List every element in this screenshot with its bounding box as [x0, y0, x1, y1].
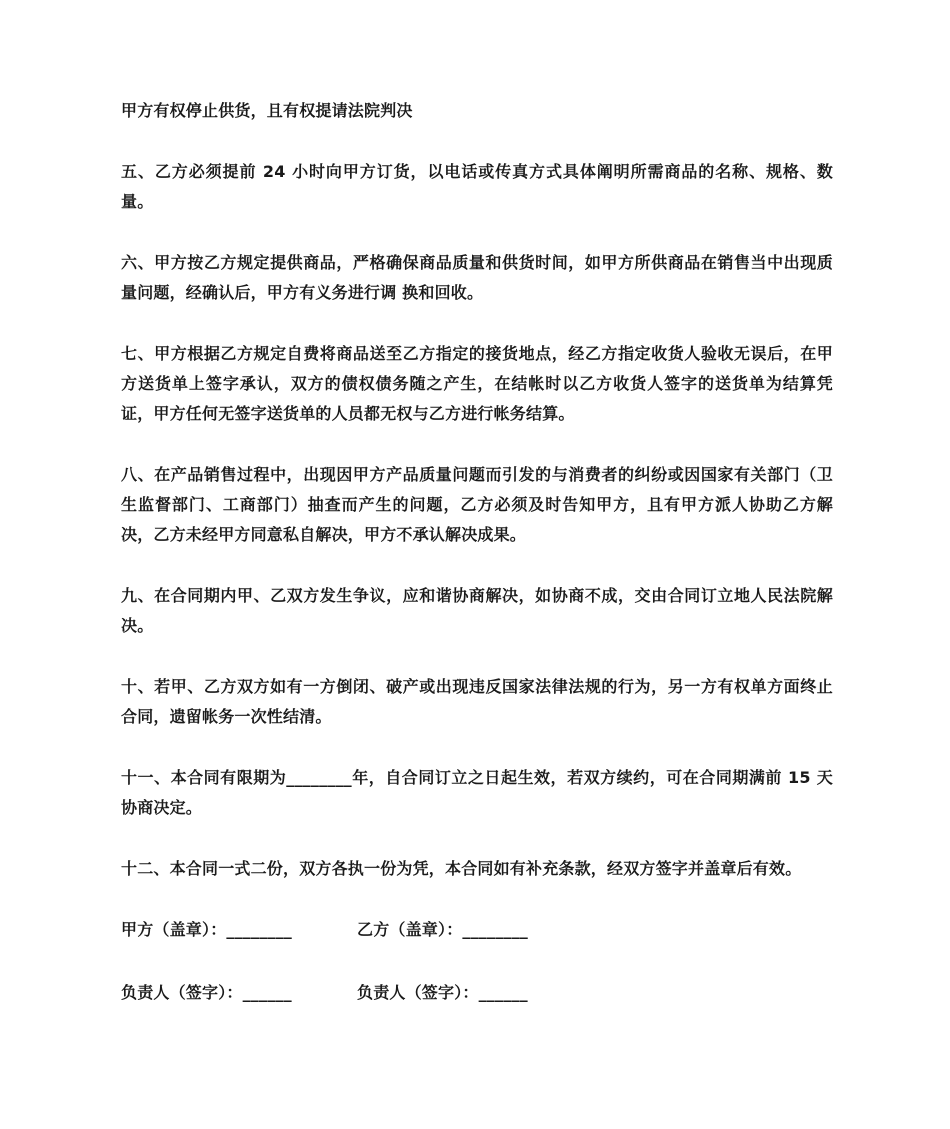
- party-a-seal: 甲方（盖章）：________: [121, 920, 293, 939]
- clause-11: 十一、本合同有限期为________年，自合同订立之日起生效，若双方续约，可在合同期满前 15 天协商决定。: [121, 768, 833, 817]
- party-b-signatory: 负责人（签字）：______: [357, 983, 528, 1002]
- clause-continuation: 甲方有权停止供货，且有权提请法院判决: [121, 101, 413, 120]
- clause-5: 五、乙方必须提前 24 小时向甲方订货，以电话或传真方式具体阐明所需商品的名称、规格、数量。: [121, 162, 833, 211]
- clause-10: 十、若甲、乙方双方如有一方倒闭、破产或出现违反国家法律法规的行为，另一方有权单方面终止合同，遗留帐务一次性结清。: [121, 677, 833, 726]
- clause-7: 七、甲方根据乙方规定自费将商品送至乙方指定的接货地点，经乙方指定收货人验收无误后，在甲方送货单上签字承认，双方的债权债务随之产生，在结帐时以乙方收货人签字的送货单为结算凭证，甲方任何无签字送货单的人员都无权与乙方进行帐务结算。: [121, 344, 833, 423]
- signature-row: [121, 978, 833, 1008]
- clause-6: 六、甲方按乙方规定提供商品，严格确保商品质量和供货时间，如甲方所供商品在销售当中出现质量问题，经确认后，甲方有义务进行调 换和回收。: [121, 253, 833, 302]
- clause-12: 十二、本合同一式二份，双方各执一份为凭，本合同如有补充条款，经双方签字并盖章后有效。: [121, 859, 802, 878]
- clause-9: 九、在合同期内甲、乙双方发生争议，应和谐协商解决，如协商不成，交由合同订立地人民法院解决。: [121, 586, 833, 635]
- seal-row: [121, 915, 833, 945]
- document-body: [121, 96, 833, 1041]
- party-b-seal: 乙方（盖章）：________: [357, 920, 529, 939]
- party-a-signatory: 负责人（签字）：______: [121, 983, 292, 1002]
- clause-8: 八、在产品销售过程中，出现因甲方产品质量问题而引发的与消费者的纠纷或因国家有关部门（卫生监督部门、工商部门）抽查而产生的问题，乙方必须及时告知甲方，且有甲方派人协助乙方解决，乙方未经甲方同意私自解决，甲方不承认解决成果。: [121, 465, 833, 544]
